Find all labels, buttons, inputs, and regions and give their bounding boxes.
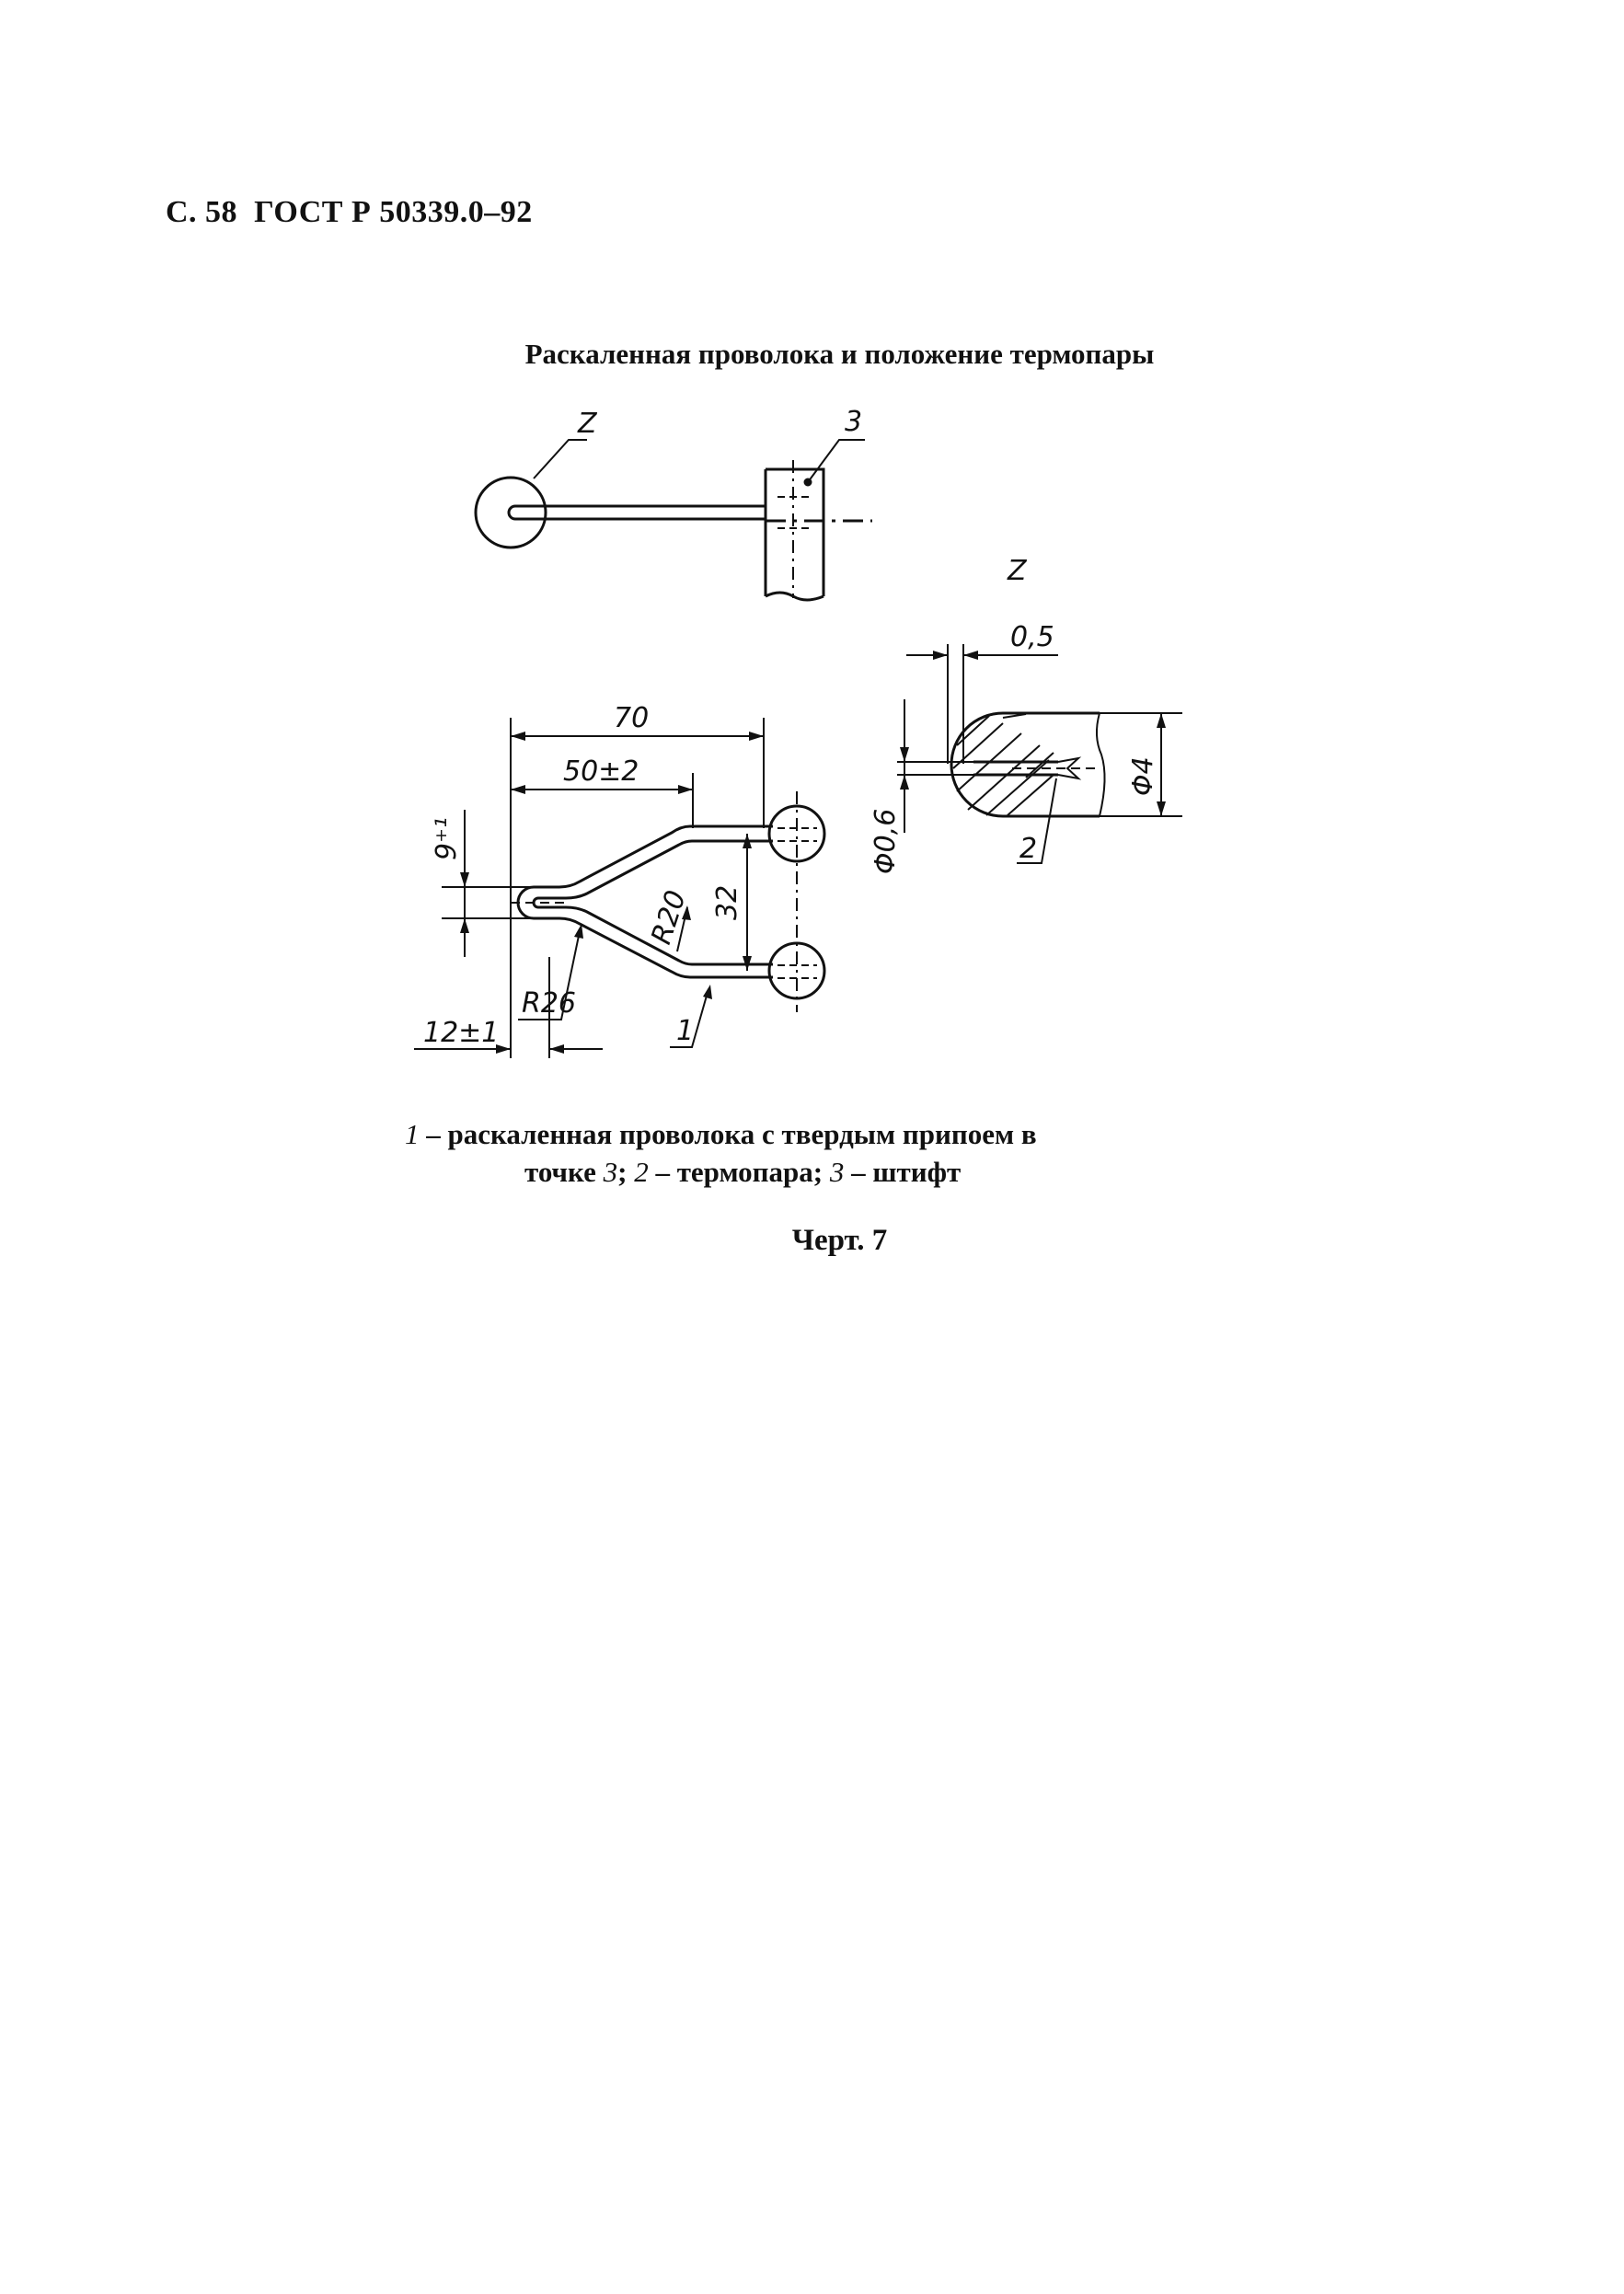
top-view	[476, 440, 872, 600]
detail-z-view	[897, 644, 1182, 863]
page-number: С. 58	[166, 195, 238, 229]
caption-ref-3a: 3	[603, 1156, 618, 1188]
label-wire-ref: 1	[676, 1015, 695, 1047]
figure-number: Черт. 7	[791, 1224, 888, 1257]
dim-gap: 9⁺¹	[431, 817, 463, 860]
dim-wire-dia: Φ4	[1127, 756, 1159, 796]
label-z-top: Z	[578, 408, 597, 440]
standard-code: ГОСТ Р 50339.0–92	[254, 195, 533, 229]
figure-title: Раскаленная проволока и положение термопары	[524, 338, 1155, 370]
caption-text-2b: ;	[617, 1156, 635, 1188]
caption-text-2a: точке	[524, 1156, 604, 1188]
caption-ref-1: 1	[405, 1118, 420, 1150]
dim-hole-dia: Φ0,6	[870, 808, 902, 874]
caption-text-2c: – термопара;	[648, 1156, 830, 1188]
dim-radius-large: R26	[522, 987, 577, 1020]
caption-ref-3b: 3	[829, 1156, 845, 1188]
caption-text-1: – раскаленная проволока с твердым припоем в	[419, 1118, 1037, 1150]
dim-overall-length: 70	[614, 702, 650, 734]
dim-tip-length: 12±1	[423, 1017, 500, 1049]
dim-spacing: 32	[711, 884, 743, 920]
hatching	[953, 714, 1054, 815]
pin-body	[766, 469, 824, 596]
dim-radius-small: R20	[645, 886, 693, 949]
break-line	[1097, 713, 1105, 816]
detail-z-circle	[476, 478, 546, 548]
wire-top-view	[509, 506, 766, 519]
caption-line-2	[405, 1153, 1233, 1191]
figure-caption	[405, 1115, 1233, 1191]
label-z-view: Z	[1008, 555, 1027, 587]
dim-thickness: 0,5	[1010, 621, 1054, 653]
dim-straight-length: 50±2	[563, 755, 639, 788]
label-pin-ref: 3	[845, 406, 863, 438]
caption-text-2d: – штифт	[844, 1156, 962, 1188]
label-thermocouple-ref: 2	[1019, 833, 1038, 865]
caption-ref-2: 2	[634, 1156, 649, 1188]
pin-break	[766, 593, 824, 600]
leader-z	[534, 440, 587, 478]
leader-3	[808, 440, 865, 482]
